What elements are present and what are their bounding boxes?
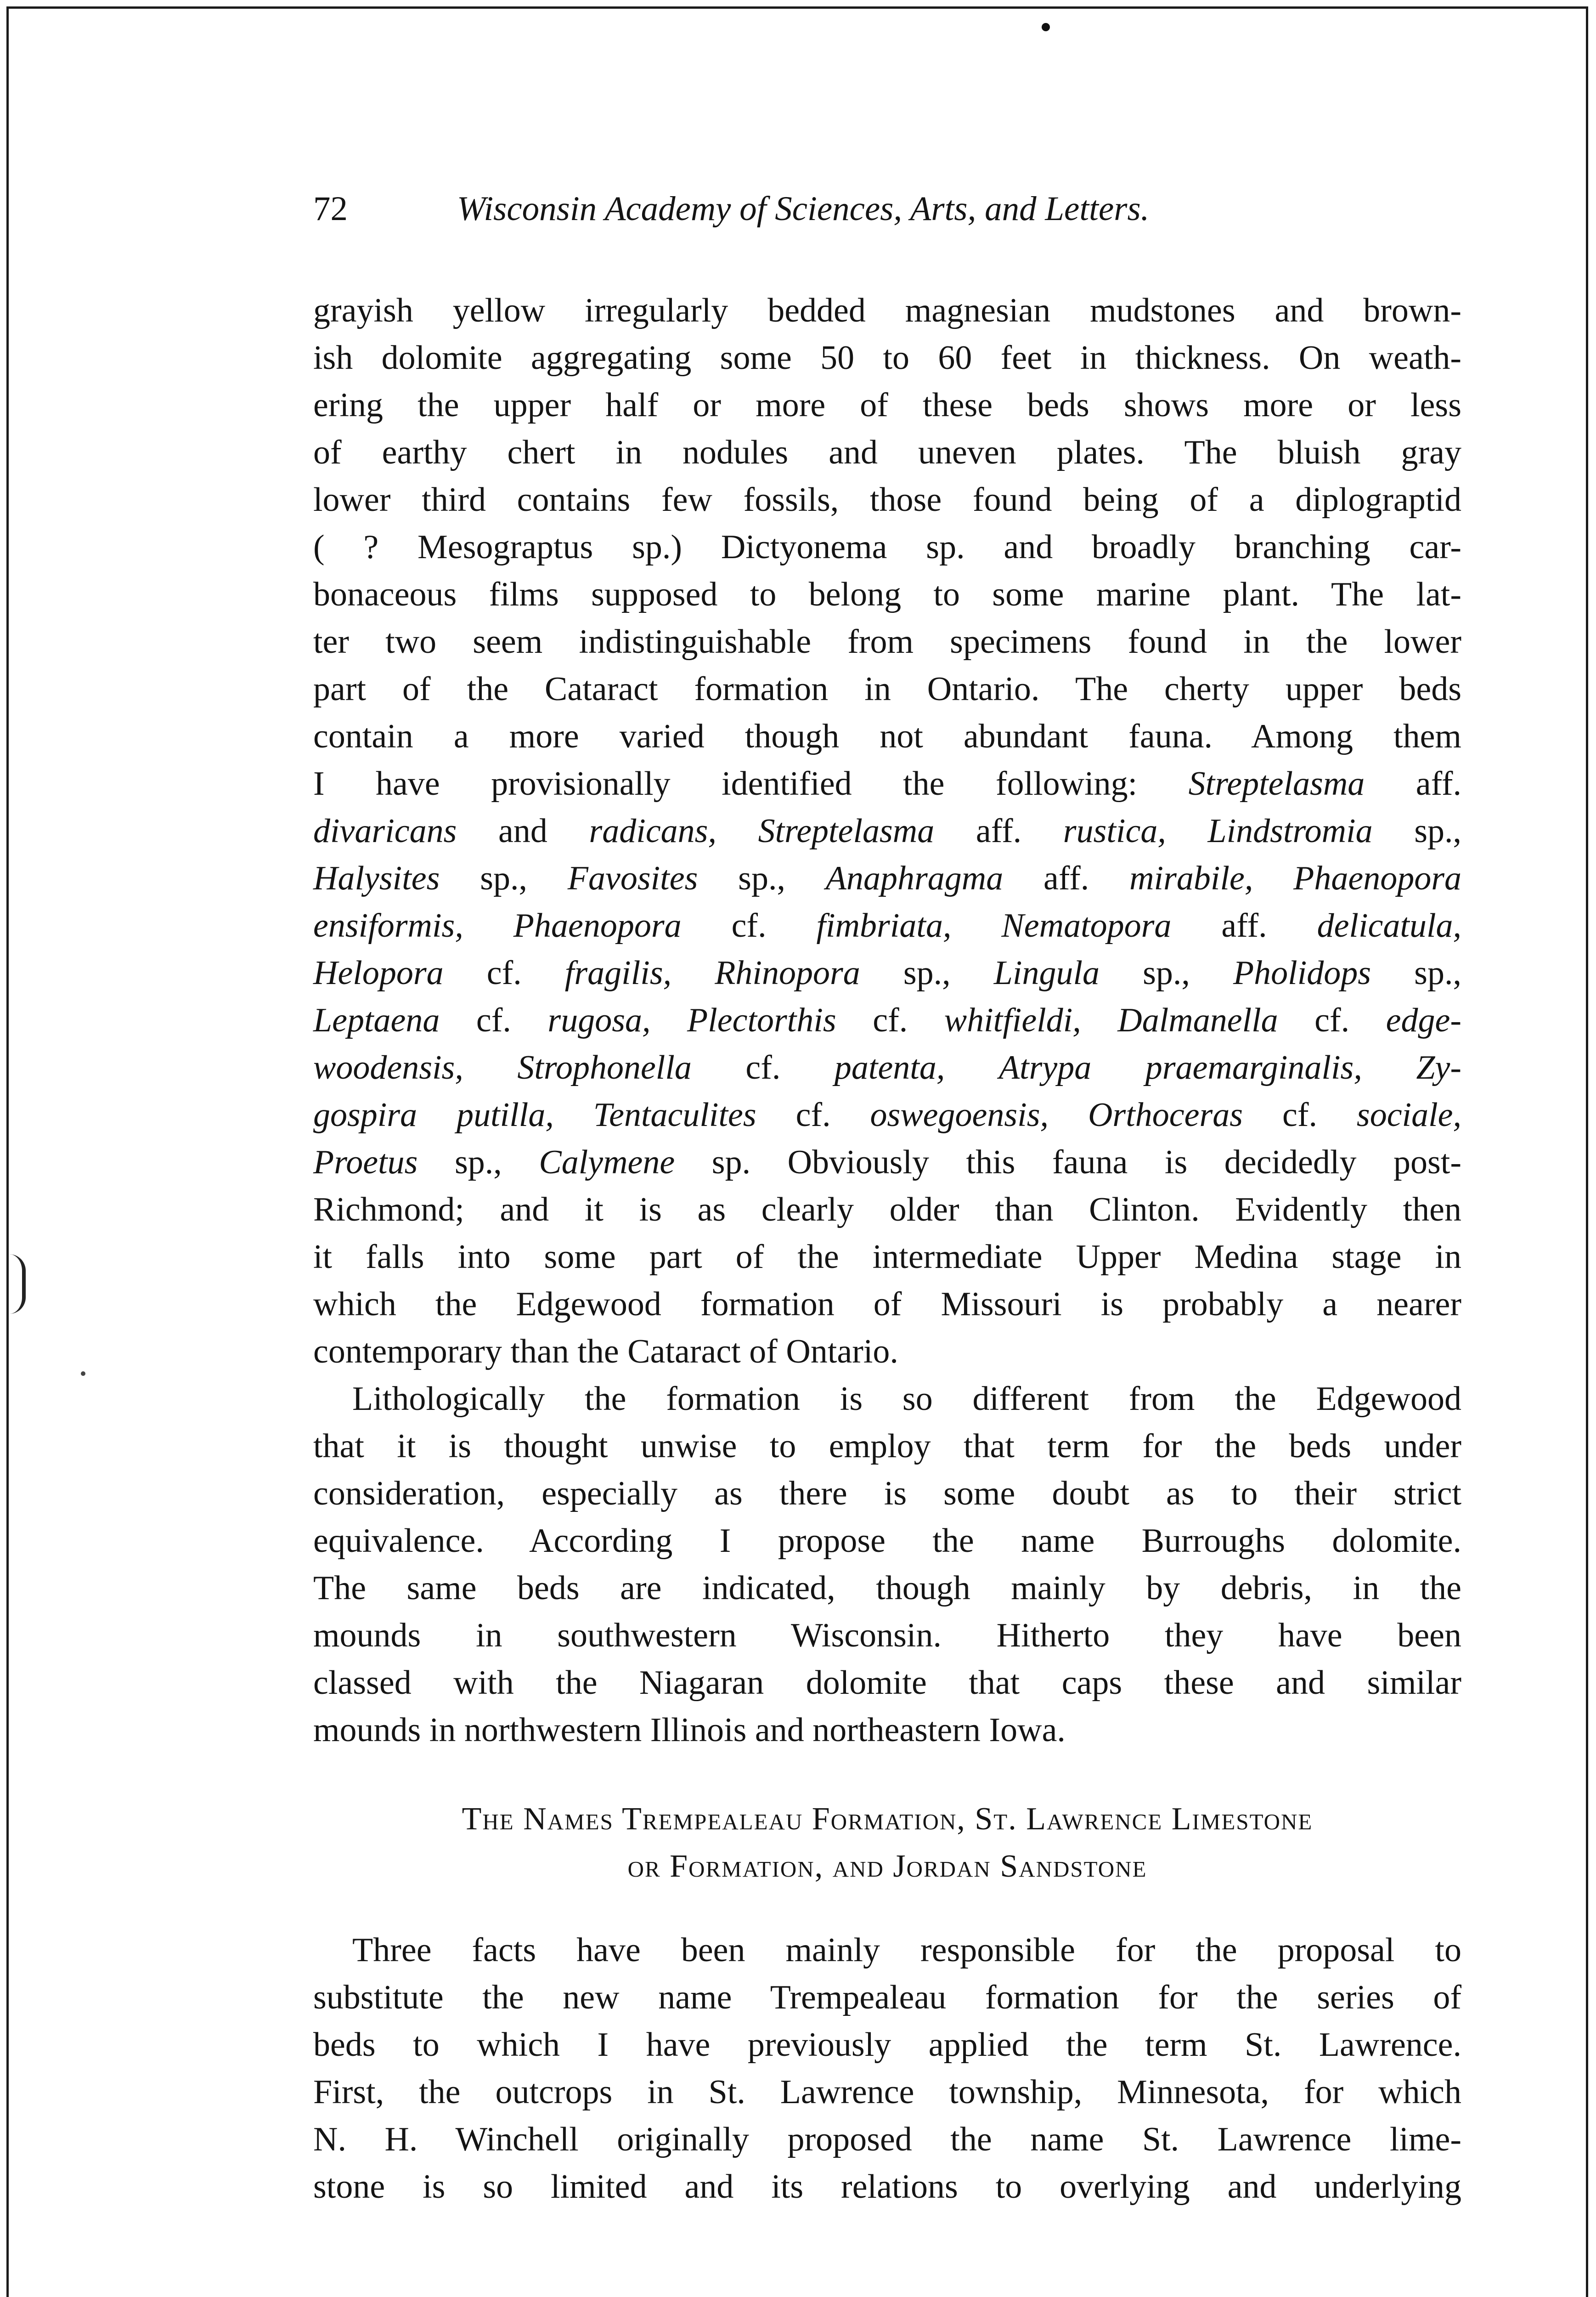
text-fragment: aff. xyxy=(1003,860,1130,897)
text-line: Lithologically the formation is so different from the Edgewood xyxy=(352,1380,1461,1418)
text-fragment: aff. xyxy=(934,812,1063,850)
section-heading-line: The Names Trempealeau Formation, St. Lawrence Limestone xyxy=(462,1801,1313,1837)
text-fragment: aff. xyxy=(1171,907,1317,945)
section-heading xyxy=(313,1795,1461,1890)
text-fragment xyxy=(945,1049,998,1086)
text-line: mounds in southwestern Wisconsin. Hitherto they have been xyxy=(313,1617,1461,1654)
taxon-name: sociale, xyxy=(1356,1096,1461,1134)
text-fragment xyxy=(463,907,513,945)
text-fragment: cf. xyxy=(1278,1001,1386,1039)
taxon-name: delicatula, xyxy=(1317,907,1462,945)
taxon-name: rugosa, xyxy=(547,1001,651,1039)
text-fragment xyxy=(417,1096,457,1134)
paragraph-trempealeau xyxy=(313,1927,1461,2211)
text-fragment xyxy=(951,907,1001,945)
taxon-name: Phaenopora xyxy=(1293,860,1462,897)
text-fragment: cf. xyxy=(443,954,565,992)
text-fragment: cf. xyxy=(691,1049,835,1086)
taxon-name: Anaphragma xyxy=(825,860,1004,897)
taxon-name: Lingula xyxy=(993,954,1100,992)
fossil-list-line xyxy=(313,1044,1461,1092)
taxon-name: Streptelasma xyxy=(758,812,935,850)
taxon-name: rustica, xyxy=(1063,812,1166,850)
taxon-name: Plectorthis xyxy=(687,1001,836,1039)
text-fragment xyxy=(1049,1096,1088,1134)
fossil-list-line xyxy=(313,1139,1461,1186)
text-fragment xyxy=(1081,1001,1118,1039)
taxon-name: Helopora xyxy=(313,954,444,992)
taxon-name: Pholidops xyxy=(1233,954,1371,992)
text-fragment xyxy=(716,812,758,850)
taxon-name: Atrypa xyxy=(998,1049,1092,1086)
taxon-name: fimbriata, xyxy=(816,907,952,945)
text-line: First, the outcrops in St. Lawrence township, Minnesota, for which xyxy=(313,2073,1461,2111)
taxon-name: putilla, xyxy=(457,1096,554,1134)
text-line: consideration, especially as there is some doubt as to their strict xyxy=(313,1475,1461,1512)
taxon-name: Tentaculites xyxy=(593,1096,756,1134)
page-content xyxy=(313,181,1461,2211)
taxon-name: Favosites xyxy=(567,860,698,897)
taxon-name: Leptaena xyxy=(313,1001,440,1039)
taxon-name: oswegoensis, xyxy=(870,1096,1049,1134)
text-fragment: sp., xyxy=(698,860,826,897)
taxon-name: Rhinopora xyxy=(715,954,860,992)
taxon-name: Calymene xyxy=(539,1143,675,1181)
taxon-name: Strophonella xyxy=(517,1049,692,1086)
text-fragment: sp., xyxy=(1100,954,1233,992)
text-fragment: sp., xyxy=(417,1143,539,1181)
text-line: that it is thought unwise to employ that term for the beds under xyxy=(313,1427,1461,1465)
text-line: it falls into some part of the intermediate Upper Medina stage in xyxy=(313,1238,1461,1276)
fossil-list-line xyxy=(313,760,1461,808)
text-fragment: cf. xyxy=(1243,1096,1357,1134)
text-line: bonaceous films supposed to belong to some marine plant. The lat- xyxy=(313,576,1461,613)
scan-speck-margin xyxy=(81,1371,85,1376)
fossil-segments xyxy=(1189,765,1461,803)
taxon-name: Dalmanella xyxy=(1117,1001,1278,1039)
text-line: which the Edgewood formation of Missouri is probably a nearer xyxy=(313,1285,1461,1323)
text-fragment xyxy=(463,1049,517,1086)
text-line: contemporary than the Cataract of Ontario. xyxy=(313,1333,898,1370)
text-line: mounds in northwestern Illinois and northeastern Iowa. xyxy=(313,1711,1066,1749)
text-line: beds to which I have previously applied the term St. Lawrence. xyxy=(313,2026,1461,2064)
text-fragment xyxy=(1091,1049,1145,1086)
text-fragment: aff. xyxy=(1365,765,1462,803)
text-fragment: cf. xyxy=(756,1096,870,1134)
text-fragment xyxy=(651,1001,688,1039)
text-fragment: and xyxy=(457,812,589,850)
fossil-list-line xyxy=(313,808,1461,855)
running-head xyxy=(313,181,1461,237)
text-line: ter two seem indistinguishable from specimens found in the lower xyxy=(313,623,1461,661)
taxon-name: mirabile, xyxy=(1129,860,1253,897)
text-line: classed with the Niagaran dolomite that caps these and similar xyxy=(313,1664,1461,1702)
text-line: ( ? Mesograptus sp.) Dictyonema sp. and broadly branching car- xyxy=(313,528,1461,566)
taxon-name: Orthoceras xyxy=(1088,1096,1243,1134)
taxon-name: fragilis, xyxy=(564,954,672,992)
text-line: Richmond; and it is as clearly older than Clinton. Evidently then xyxy=(313,1191,1461,1228)
text-fragment xyxy=(671,954,715,992)
taxon-name: Streptelasma xyxy=(1188,765,1365,803)
text-fragment: sp., xyxy=(1371,954,1461,992)
fossil-list-line xyxy=(313,855,1461,902)
taxon-name: edge- xyxy=(1386,1001,1462,1039)
text-fragment: sp. Obviously this fauna is decidedly post- xyxy=(675,1143,1461,1181)
taxon-name: ensiformis, xyxy=(313,907,463,945)
text-fragment xyxy=(1166,812,1208,850)
scan-speck xyxy=(1042,23,1050,31)
taxon-name: patenta, xyxy=(834,1049,945,1086)
text-fragment: cf. xyxy=(440,1001,548,1039)
taxon-name: praemarginalis, xyxy=(1145,1049,1362,1086)
text-line: contain a more varied though not abundant fauna. Among them xyxy=(313,718,1461,755)
taxon-name: Phaenopora xyxy=(513,907,682,945)
text-line: Three facts have been mainly responsible for the proposal to xyxy=(352,1931,1461,1969)
fossil-list-line xyxy=(313,902,1461,950)
text-line: of earthy chert in nodules and uneven plates. The bluish gray xyxy=(313,434,1461,471)
text-line: grayish yellow irregularly bedded magnesian mudstones and brown- xyxy=(313,292,1461,329)
text-fragment xyxy=(1253,860,1293,897)
fossil-list-line xyxy=(313,997,1461,1044)
text-line: part of the Cataract formation in Ontario. The cherty upper beds xyxy=(313,670,1461,708)
text-fragment xyxy=(554,1096,593,1134)
fossil-list-line xyxy=(313,950,1461,997)
journal-title: Wisconsin Academy of Sciences, Arts, and Letters. xyxy=(457,190,1150,228)
taxon-name: woodensis, xyxy=(313,1049,463,1086)
fossil-intro: I have provisionally identified the following: xyxy=(313,765,1138,803)
paragraph-burroughs-naming xyxy=(313,1375,1461,1754)
text-line: ish dolomite aggregating some 50 to 60 feet in thickness. On weath- xyxy=(313,339,1461,377)
taxon-name: radicans, xyxy=(589,812,716,850)
text-line: substitute the new name Trempealeau formation for the series of xyxy=(313,1979,1461,2016)
text-line: ering the upper half or more of these beds shows more or less xyxy=(313,386,1461,424)
binding-mark xyxy=(9,1254,26,1314)
text-fragment xyxy=(1362,1049,1416,1086)
text-line: The same beds are indicated, though mainly by debris, in the xyxy=(313,1569,1461,1607)
taxon-name: Nematopora xyxy=(1001,907,1172,945)
taxon-name: divaricans xyxy=(313,812,457,850)
fossil-list-line xyxy=(313,1092,1461,1139)
text-line: N. H. Winchell originally proposed the name St. Lawrence lime- xyxy=(313,2121,1461,2158)
text-line: stone is so limited and its relations to overlying and underlying xyxy=(313,2168,1461,2206)
text-line: equivalence. According I propose the name Burroughs dolomite. xyxy=(313,1522,1461,1560)
taxon-name: gospira xyxy=(313,1096,417,1134)
taxon-name: Lindstromia xyxy=(1207,812,1373,850)
text-fragment: sp., xyxy=(1372,812,1461,850)
section-heading-line: or Formation, and Jordan Sandstone xyxy=(627,1849,1147,1884)
taxon-name: Halysites xyxy=(313,860,440,897)
text-fragment: cf. xyxy=(681,907,817,945)
text-fragment: sp., xyxy=(860,954,994,992)
taxon-name: whitfieldi, xyxy=(944,1001,1081,1039)
text-line: lower third contains few fossils, those found being of a diplograptid xyxy=(313,481,1461,519)
taxon-name: Zy- xyxy=(1416,1049,1461,1086)
page-number: 72 xyxy=(313,190,348,228)
text-fragment: cf. xyxy=(836,1001,944,1039)
text-fragment: sp., xyxy=(440,860,568,897)
taxon-name: Proetus xyxy=(313,1143,418,1181)
paragraph-burroughs-description xyxy=(313,287,1461,1375)
